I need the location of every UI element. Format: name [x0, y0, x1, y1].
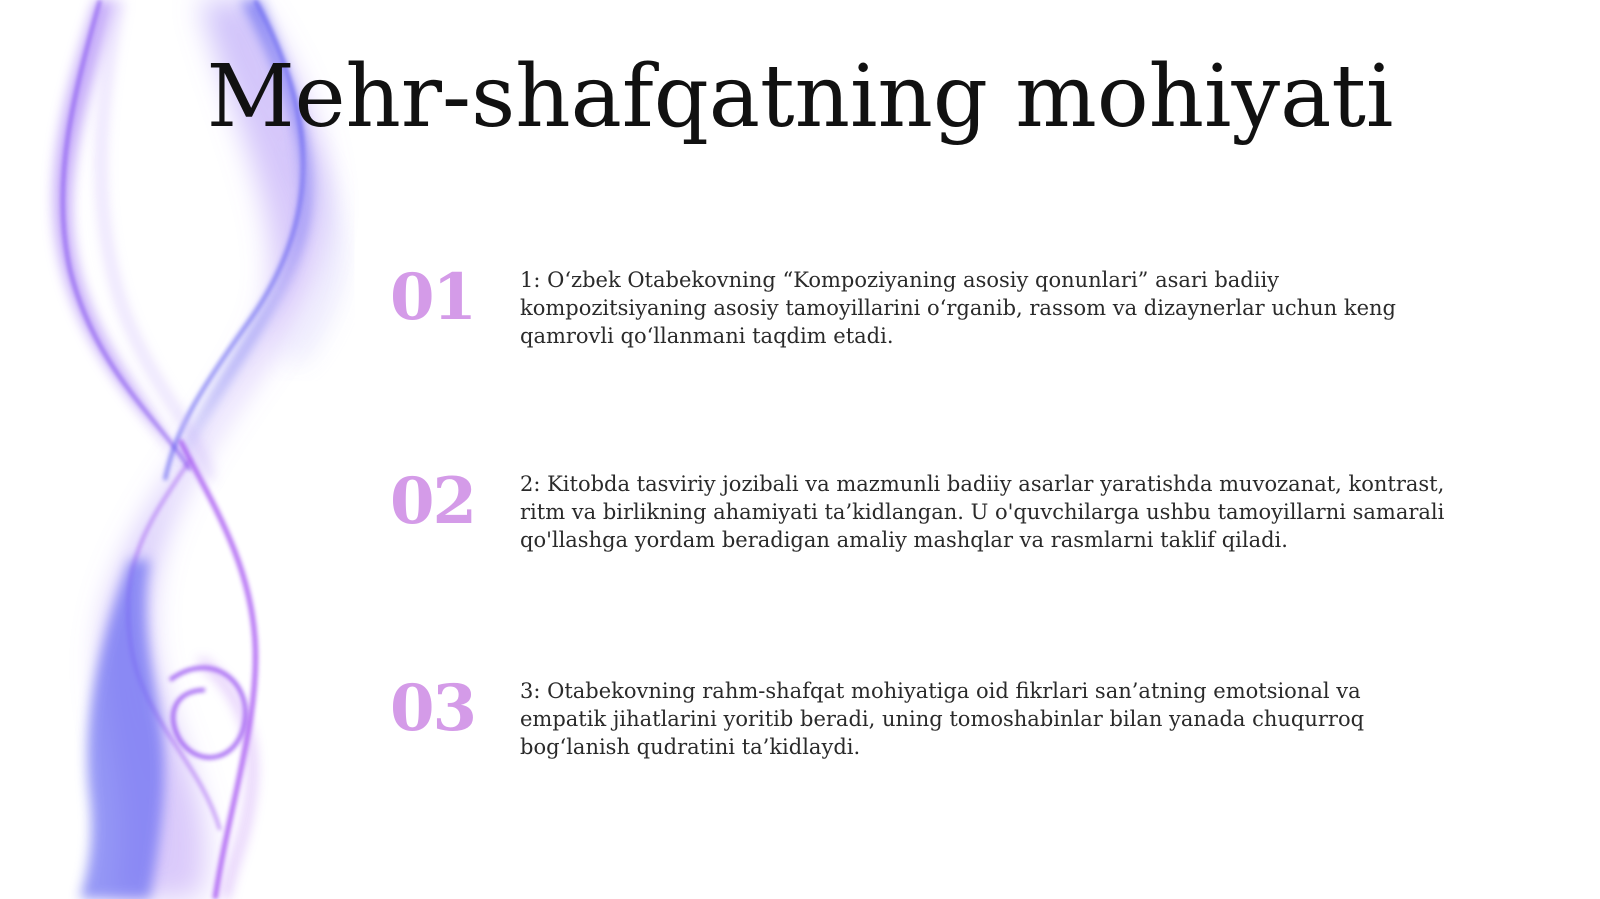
- item-number: 01: [390, 260, 476, 335]
- slide-title: Mehr-shafqatning mohiyati: [206, 47, 1394, 147]
- item-number: 03: [390, 671, 476, 746]
- item-text: 3: Otabekovning rahm-shafqat mohiyatiga oid fikrlari san’atning emotsional va empatik jihatlarini yoritib beradi, uning tomoshabinlar bilan yanada chuqurroq bog‘lanish qudratini ta’kidlaydi.: [520, 679, 1365, 759]
- item-text: 1: O‘zbek Otabekovning “Kompoziyaning asosiy qonunlari” asari badiiy kompozitsiyaning asosiy tamoyillarini o‘rganib, rassom va dizaynerlar uchun keng qamrovli qo‘llanmani taqdim etadi.: [520, 268, 1397, 348]
- item-number: 02: [390, 464, 476, 539]
- item-text: 2: Kitobda tasviriy jozibali va mazmunli badiiy asarlar yaratishda muvozanat, kontrast, ritm va birlikning ahamiyati ta’kidlangan. U o'quvchilarga ushbu tamoyillarni samarali qo'llashga yordam beradigan amaliy mashqlar va rasmlarni taklif qiladi.: [520, 472, 1445, 552]
